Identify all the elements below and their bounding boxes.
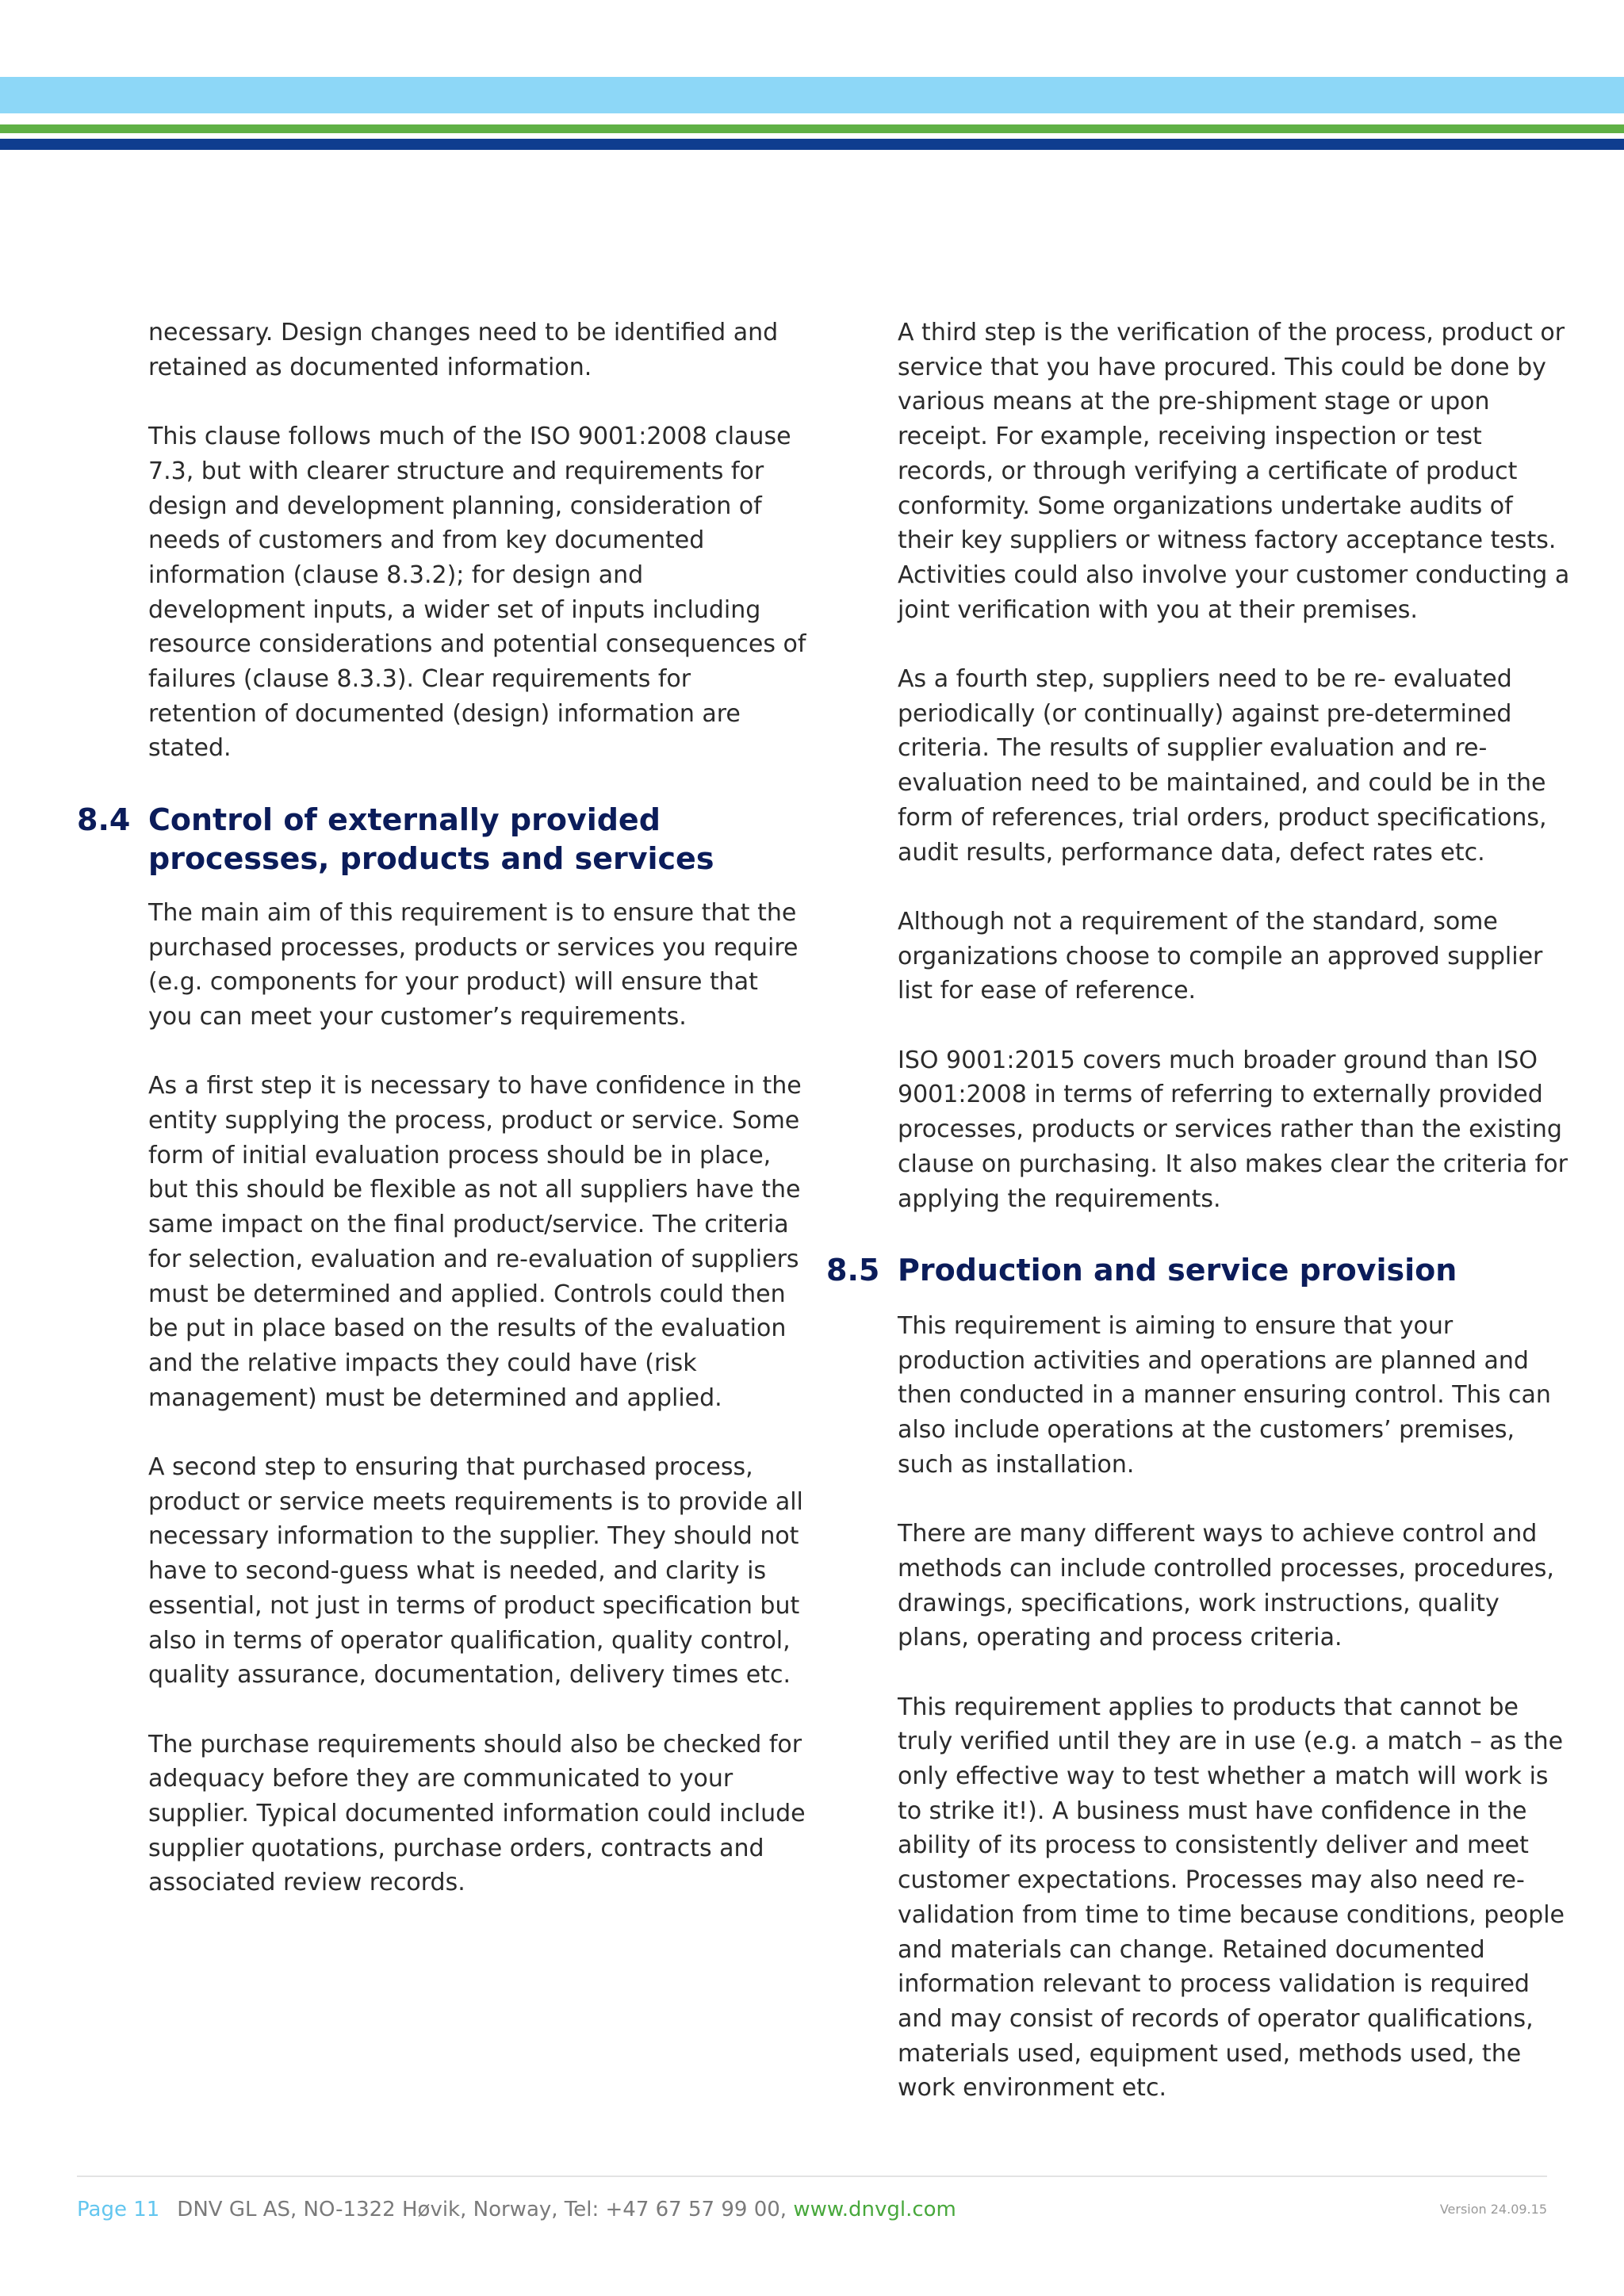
right-column — [826, 316, 1572, 2141]
paragraph: This requirement applies to products that cannot be truly verified until they are in use (e.g. a match – as the only effective way to test whether a match will work is to strike it!). A business must have confidence in the ability of its process to consistently deliver and meet customer expectations. Processes may also need re-validation from time to time because conditions, people and materials can change. Retained documented information relevant to process validation is required and may consist of records of operator qualifications, materials used, equipment used, methods used, the work environment etc. — [898, 1693, 1565, 2103]
paragraph: As a first step it is necessary to have confidence in the entity supplying the process, product or service. Some form of initial evaluation process should be in place, but this should be flexible as not all suppliers have the same impact on the final product/service. The criteria for selection, evaluation and re-evaluation of suppliers must be determined and applied. Controls could then be put in place based on the results of the evaluation and the relative impacts they could have (risk management) must be determined and applied. — [148, 1072, 802, 1412]
paragraph: ISO 9001:2015 covers much broader ground than ISO 9001:2008 in terms of referring to externally provided processes, products or services rather than the existing clause on purchasing. It also makes clear the criteria for applying the requirements. — [898, 1046, 1568, 1213]
left-column — [77, 316, 806, 1935]
page-number: Page 11 — [77, 2198, 160, 2221]
footer-divider — [77, 2175, 1547, 2177]
section-number: 8.5 — [826, 1252, 880, 1288]
paragraph: Although not a requirement of the standard, some organizations choose to compile an approved supplier list for ease of reference. — [898, 907, 1543, 1005]
paragraph: necessary. Design changes need to be identified and retained as documented information. — [148, 319, 779, 381]
company-address: DNV GL AS, NO-1322 Høvik, Norway, Tel: +47 67 57 99 00, — [177, 2198, 794, 2221]
footer — [77, 2196, 956, 2223]
paragraph: This requirement is aiming to ensure that your production activities and operations are planned and then conducted in a manner ensuring control. This can also include operations at the customers’ premises, such as installation. — [898, 1311, 1551, 1479]
paragraph: As a fourth step, suppliers need to be re- evaluated periodically (or continually) against pre-determined criteria. The results of supplier evaluation and re-evaluation need to be maintained, and could be in the form of references, trial orders, product specifications, audit results, performance data, defect rates etc. — [898, 665, 1547, 867]
section-title: Production and service provision — [898, 1252, 1457, 1288]
section-heading-8-5 — [826, 1251, 1572, 1290]
header-band-blue — [0, 139, 1624, 150]
paragraph: A second step to ensuring that purchased process, product or service meets requirements is to provide all necessary information to the supplier. They should not have to second-guess what is needed, and clarity is essential, not just in terms of product specification but also in terms of operator qualification, quality control, quality assurance, documentation, delivery times etc. — [148, 1453, 803, 1689]
paragraph: A third step is the verification of the process, product or service that you have procured. This could be done by various means at the pre-shipment stage or upon receipt. For example, receiving inspection or test records, or through verifying a certificate of product conformity. Some organizations undertake audits of their key suppliers or witness factory acceptance tests. Activities could also involve your customer conducting a joint verification with you at their premises. — [898, 319, 1570, 624]
section-title: Control of externally provided processes, products and services — [148, 802, 714, 876]
version-label: Version 24.09.15 — [1439, 2202, 1547, 2217]
paragraph: The purchase requirements should also be checked for adequacy before they are communicated to your supplier. Typical documented information could include supplier quotations, purchase orders, contracts and associated review records. — [148, 1730, 806, 1897]
website-link[interactable]: www.dnvgl.com — [793, 2198, 956, 2221]
section-heading-8-4 — [77, 801, 806, 878]
section-number: 8.4 — [77, 802, 131, 837]
header-band-green — [0, 124, 1624, 133]
paragraph: There are many different ways to achieve control and methods can include controlled processes, procedures, drawings, specifications, work instructions, quality plans, operating and process criteria. — [898, 1520, 1554, 1652]
paragraph: The main aim of this requirement is to ensure that the purchased processes, products or services you require (e.g. components for your product) will ensure that you can meet your customer’s requirements. — [148, 898, 799, 1031]
header-band-light — [0, 77, 1624, 113]
paragraph: This clause follows much of the ISO 9001:2008 clause 7.3, but with clearer structure and requirements for design and development planning, consideration of needs of customers and from key documented information (clause 8.3.2); for design and development inputs, a wider set of inputs including resource considerations and potential consequences of failures (clause 8.3.3). Clear requirements for retention of documented (design) information are stated. — [148, 423, 806, 763]
